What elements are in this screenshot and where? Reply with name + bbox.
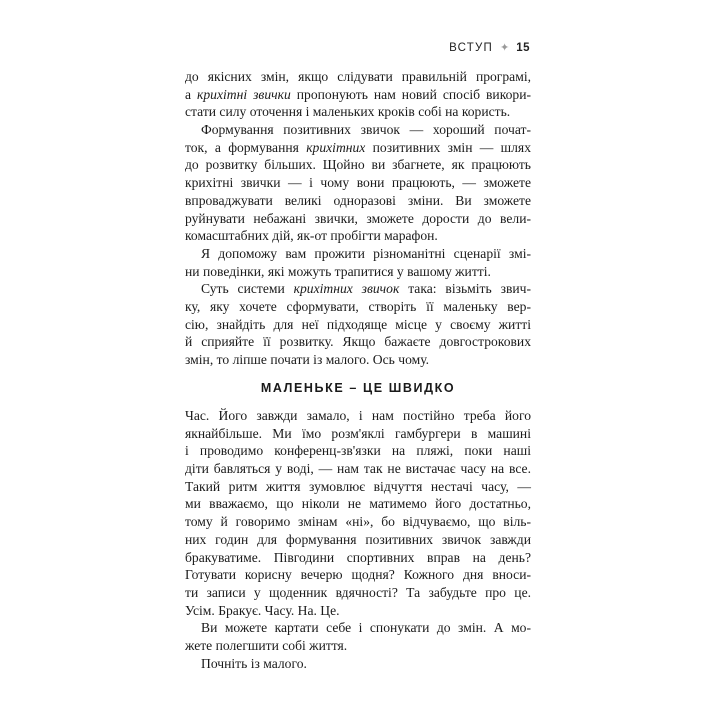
text-line: Формування позитивних звичок — хороший почат-: [201, 122, 531, 138]
separator-diamond-icon: ✦: [499, 42, 510, 54]
text-line: них годин для формування позитивних звичок завжди: [185, 531, 531, 547]
text-line: ку, яку хочете сформувати, створіть її маленьку вер-: [185, 298, 531, 314]
text-line: стати силу оточення і маленьких кроків собі на користь.: [185, 104, 511, 120]
text-line: впроваджувати великі одноразові зміни. Ви зможете: [185, 192, 531, 208]
text-line: а крихітні звички пропонують нам новий спосіб викори-: [185, 86, 532, 102]
text-line: Почніть із малого.: [201, 655, 307, 671]
text-line: Готувати корисну вечерю щодня? Кожного дня вноси-: [185, 567, 531, 583]
text-line: ми вважаємо, що ніколи не матимемо його достатньо,: [185, 496, 531, 512]
text-line: ти записи у щоденник вдячності? Та забудьте про це.: [185, 584, 531, 600]
text-line: Суть системи крихітних звичок така: візьміть звич-: [201, 281, 532, 297]
text-line: тому й говоримо змінам «ні», бо відчуваємо, що віль-: [185, 514, 531, 530]
text-line: Час. Його завжди замало, і нам постійно треба його: [185, 408, 531, 423]
text-line: сію, знайдіть для неї підходяще місце у своєму житті: [185, 316, 531, 332]
running-head: [449, 41, 530, 54]
text-line: Ви можете картати себе і спонукати до змін. А мо-: [201, 620, 531, 636]
page-number: 15: [516, 41, 530, 54]
text-line: жете полегшити собі життя.: [185, 637, 348, 653]
section-heading: МАЛЕНЬКЕ – ЦЕ ШВИДКО: [260, 381, 456, 395]
text-line: комасштабних дій, як-от пробігти марафон.: [185, 228, 438, 244]
text-line: і проводимо конференц-зв'язки на пляжі, поки наші: [185, 443, 531, 459]
text-line: ток, а формування крихітних позитивних змін — шлях: [185, 139, 531, 155]
text-line: змін, то ліпше почати із малого. Ось чому.: [185, 352, 430, 367]
text-line: Я допоможу вам прожити різноманітні сценарії змі-: [201, 245, 531, 261]
text-line: бракуватиме. Півгодини спортивних вправ на день?: [185, 549, 531, 565]
text-line: діти бавляться у воді, — нам так не вистачає часу на все.: [185, 461, 531, 477]
text-line: Усім. Бракує. Часу. На. Це.: [185, 602, 340, 618]
italic-term: крихітних звичок: [293, 281, 400, 297]
section-text-block: [185, 407, 531, 672]
italic-term: крихітні звички: [197, 86, 291, 102]
running-head-section: ВСТУП: [449, 41, 493, 54]
text-line: ни поведінки, які можуть трапитися у вашому житті.: [185, 263, 491, 279]
text-line: Такий ритм життя зумовлює відчуття нестачі часу, —: [185, 478, 531, 494]
italic-term: крихітних: [306, 139, 366, 155]
text-line: до розвитку більших. Щойно ви збагнете, як працюють: [185, 157, 531, 173]
text-line: й сприяйте її розвитку. Якщо бажаєте довгострокових: [185, 334, 531, 350]
text-line: до якісних змін, якщо слідувати правильній програмі,: [185, 69, 531, 84]
text-line: крихітні звички — і чому вони працюють, — зможете: [185, 175, 531, 191]
intro-text-block: [185, 68, 531, 369]
text-line: руйнувати небажані звички, зможете дорости до вели-: [185, 210, 531, 226]
text-line: якнайбільше. Ми їмо розм'яклі гамбургери в машині: [185, 425, 531, 441]
